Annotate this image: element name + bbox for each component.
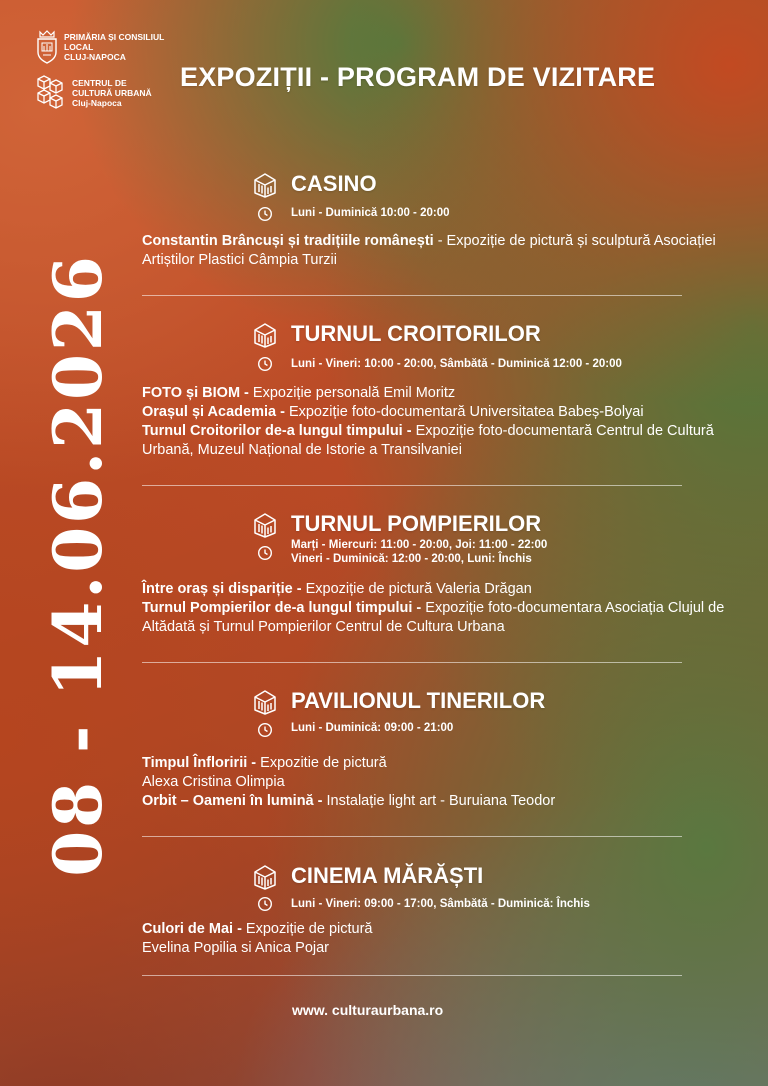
exhibit-desc: Alexa Cristina Olimpia <box>142 774 285 790</box>
list-item <box>142 792 732 811</box>
cubes-logo-icon <box>36 74 66 112</box>
venue-hours-line2: Vineri - Duminică: 12:00 - 20:00, Luni: Închis <box>291 553 532 565</box>
venue-hours-line1: Marți - Miercuri: 11:00 - 20:00, Joi: 11:00 - 22:00 <box>291 539 548 551</box>
list-item <box>142 232 732 270</box>
building-icon <box>253 689 277 715</box>
list-item <box>142 939 732 958</box>
list-item <box>142 580 732 599</box>
clock-icon <box>257 545 273 561</box>
venue-turnul-pompierilor <box>142 512 732 637</box>
exhibit-title: Constantin Brâncuși și tradițiile românești <box>142 233 434 249</box>
exhibit-desc: Instalație light art - Buruiana Teodor <box>322 793 556 809</box>
venue-name: PAVILIONUL TINERILOR <box>291 688 546 713</box>
building-icon <box>253 512 277 538</box>
exhibit-desc: Expoziție de pictură <box>241 921 373 937</box>
city-hall-logo <box>36 30 166 64</box>
venue-pavilionul-tinerilor <box>142 689 732 811</box>
venue-hours: Luni - Duminică 10:00 - 20:00 <box>291 207 450 219</box>
crest-icon <box>36 30 58 64</box>
logo-block <box>36 30 166 112</box>
venue-name: CASINO <box>291 171 377 196</box>
list-item <box>142 920 732 939</box>
exhibit-title: Orașul și Academia - <box>142 404 285 420</box>
venue-cinema-marasti <box>142 864 732 958</box>
divider <box>142 295 682 296</box>
exhibit-desc: Expoziție foto-documentară Centrul de Cultură Urbană, Muzeul Național de Istorie a Transilvaniei <box>142 423 714 458</box>
venue-turnul-croitorilor <box>142 322 732 460</box>
venue-name: TURNUL CROITORILOR <box>291 321 541 346</box>
venue-hours: Luni - Vineri: 10:00 - 20:00, Sâmbătă - Duminică 12:00 - 20:00 <box>291 358 622 370</box>
list-item <box>142 384 732 403</box>
venue-hours: Luni - Vineri: 09:00 - 17:00, Sâmbătă - Duminică: Închis <box>291 898 590 910</box>
list-item <box>142 754 732 773</box>
website-link[interactable]: www. culturaurbana.ro <box>292 1002 444 1018</box>
exhibit-title: Orbit – Oameni în lumină - <box>142 793 323 809</box>
exhibit-title: Culori de Mai - <box>142 921 242 937</box>
org2-city: Cluj-Napoca <box>72 98 122 108</box>
exhibit-title: Turnul Croitorilor de-a lungul timpului - <box>142 423 412 439</box>
date-range-container <box>20 253 135 877</box>
clock-icon <box>257 206 273 222</box>
org1-name: PRIMĂRIA ȘI CONSILIUL LOCAL <box>64 32 165 52</box>
exhibit-desc: Expoziție de pictură Valeria Drăgan <box>301 581 532 597</box>
divider <box>142 662 682 663</box>
divider <box>142 975 682 976</box>
exhibit-title: Între oraș și dispariție - <box>142 581 302 597</box>
divider <box>142 836 682 837</box>
exhibit-desc: Expozitie de pictură <box>256 755 387 771</box>
building-icon <box>253 322 277 348</box>
exhibit-desc: Expoziție personală Emil Moritz <box>248 385 456 401</box>
exhibit-desc: Expoziție foto-documentară Universitatea Babeș-Bolyai <box>284 404 644 420</box>
exhibit-title: Turnul Pompierilor de-a lungul timpului - <box>142 600 422 616</box>
clock-icon <box>257 722 273 738</box>
list-item <box>142 773 732 792</box>
org2-name: CENTRUL DE CULTURĂ URBANĂ <box>72 78 152 98</box>
list-item <box>142 403 732 422</box>
venue-name: TURNUL POMPIERILOR <box>291 511 542 536</box>
exhibit-desc: Evelina Popilia si Anica Pojar <box>142 940 329 956</box>
exhibit-title: FOTO și BIOM - <box>142 385 249 401</box>
list-item <box>142 422 732 460</box>
exhibit-desc: - Expoziție de pictură și sculptură Asociației Artiștilor Plastici Câmpia Turzii <box>142 233 716 268</box>
building-icon <box>253 864 277 890</box>
divider <box>142 485 682 486</box>
building-icon <box>253 172 277 198</box>
date-range: 08 - 14.06.2026 <box>38 253 117 877</box>
list-item <box>142 599 732 637</box>
clock-icon <box>257 356 273 372</box>
exhibit-title: Timpul Înfloririi - <box>142 755 257 771</box>
clock-icon <box>257 896 273 912</box>
venue-hours: Luni - Duminică: 09:00 - 21:00 <box>291 722 454 734</box>
ccu-logo <box>36 74 166 112</box>
page-title: EXPOZIȚII - PROGRAM DE VIZITARE <box>180 62 656 92</box>
org1-city: CLUJ-NAPOCA <box>64 52 126 62</box>
venue-casino <box>142 172 732 270</box>
exhibit-desc: Expoziție foto-documentara Asociația Clujul de Altădată și Turnul Pompierilor Centrul de Cultura Urbana <box>142 600 725 635</box>
venue-name: CINEMA MĂRĂȘTI <box>291 863 484 888</box>
